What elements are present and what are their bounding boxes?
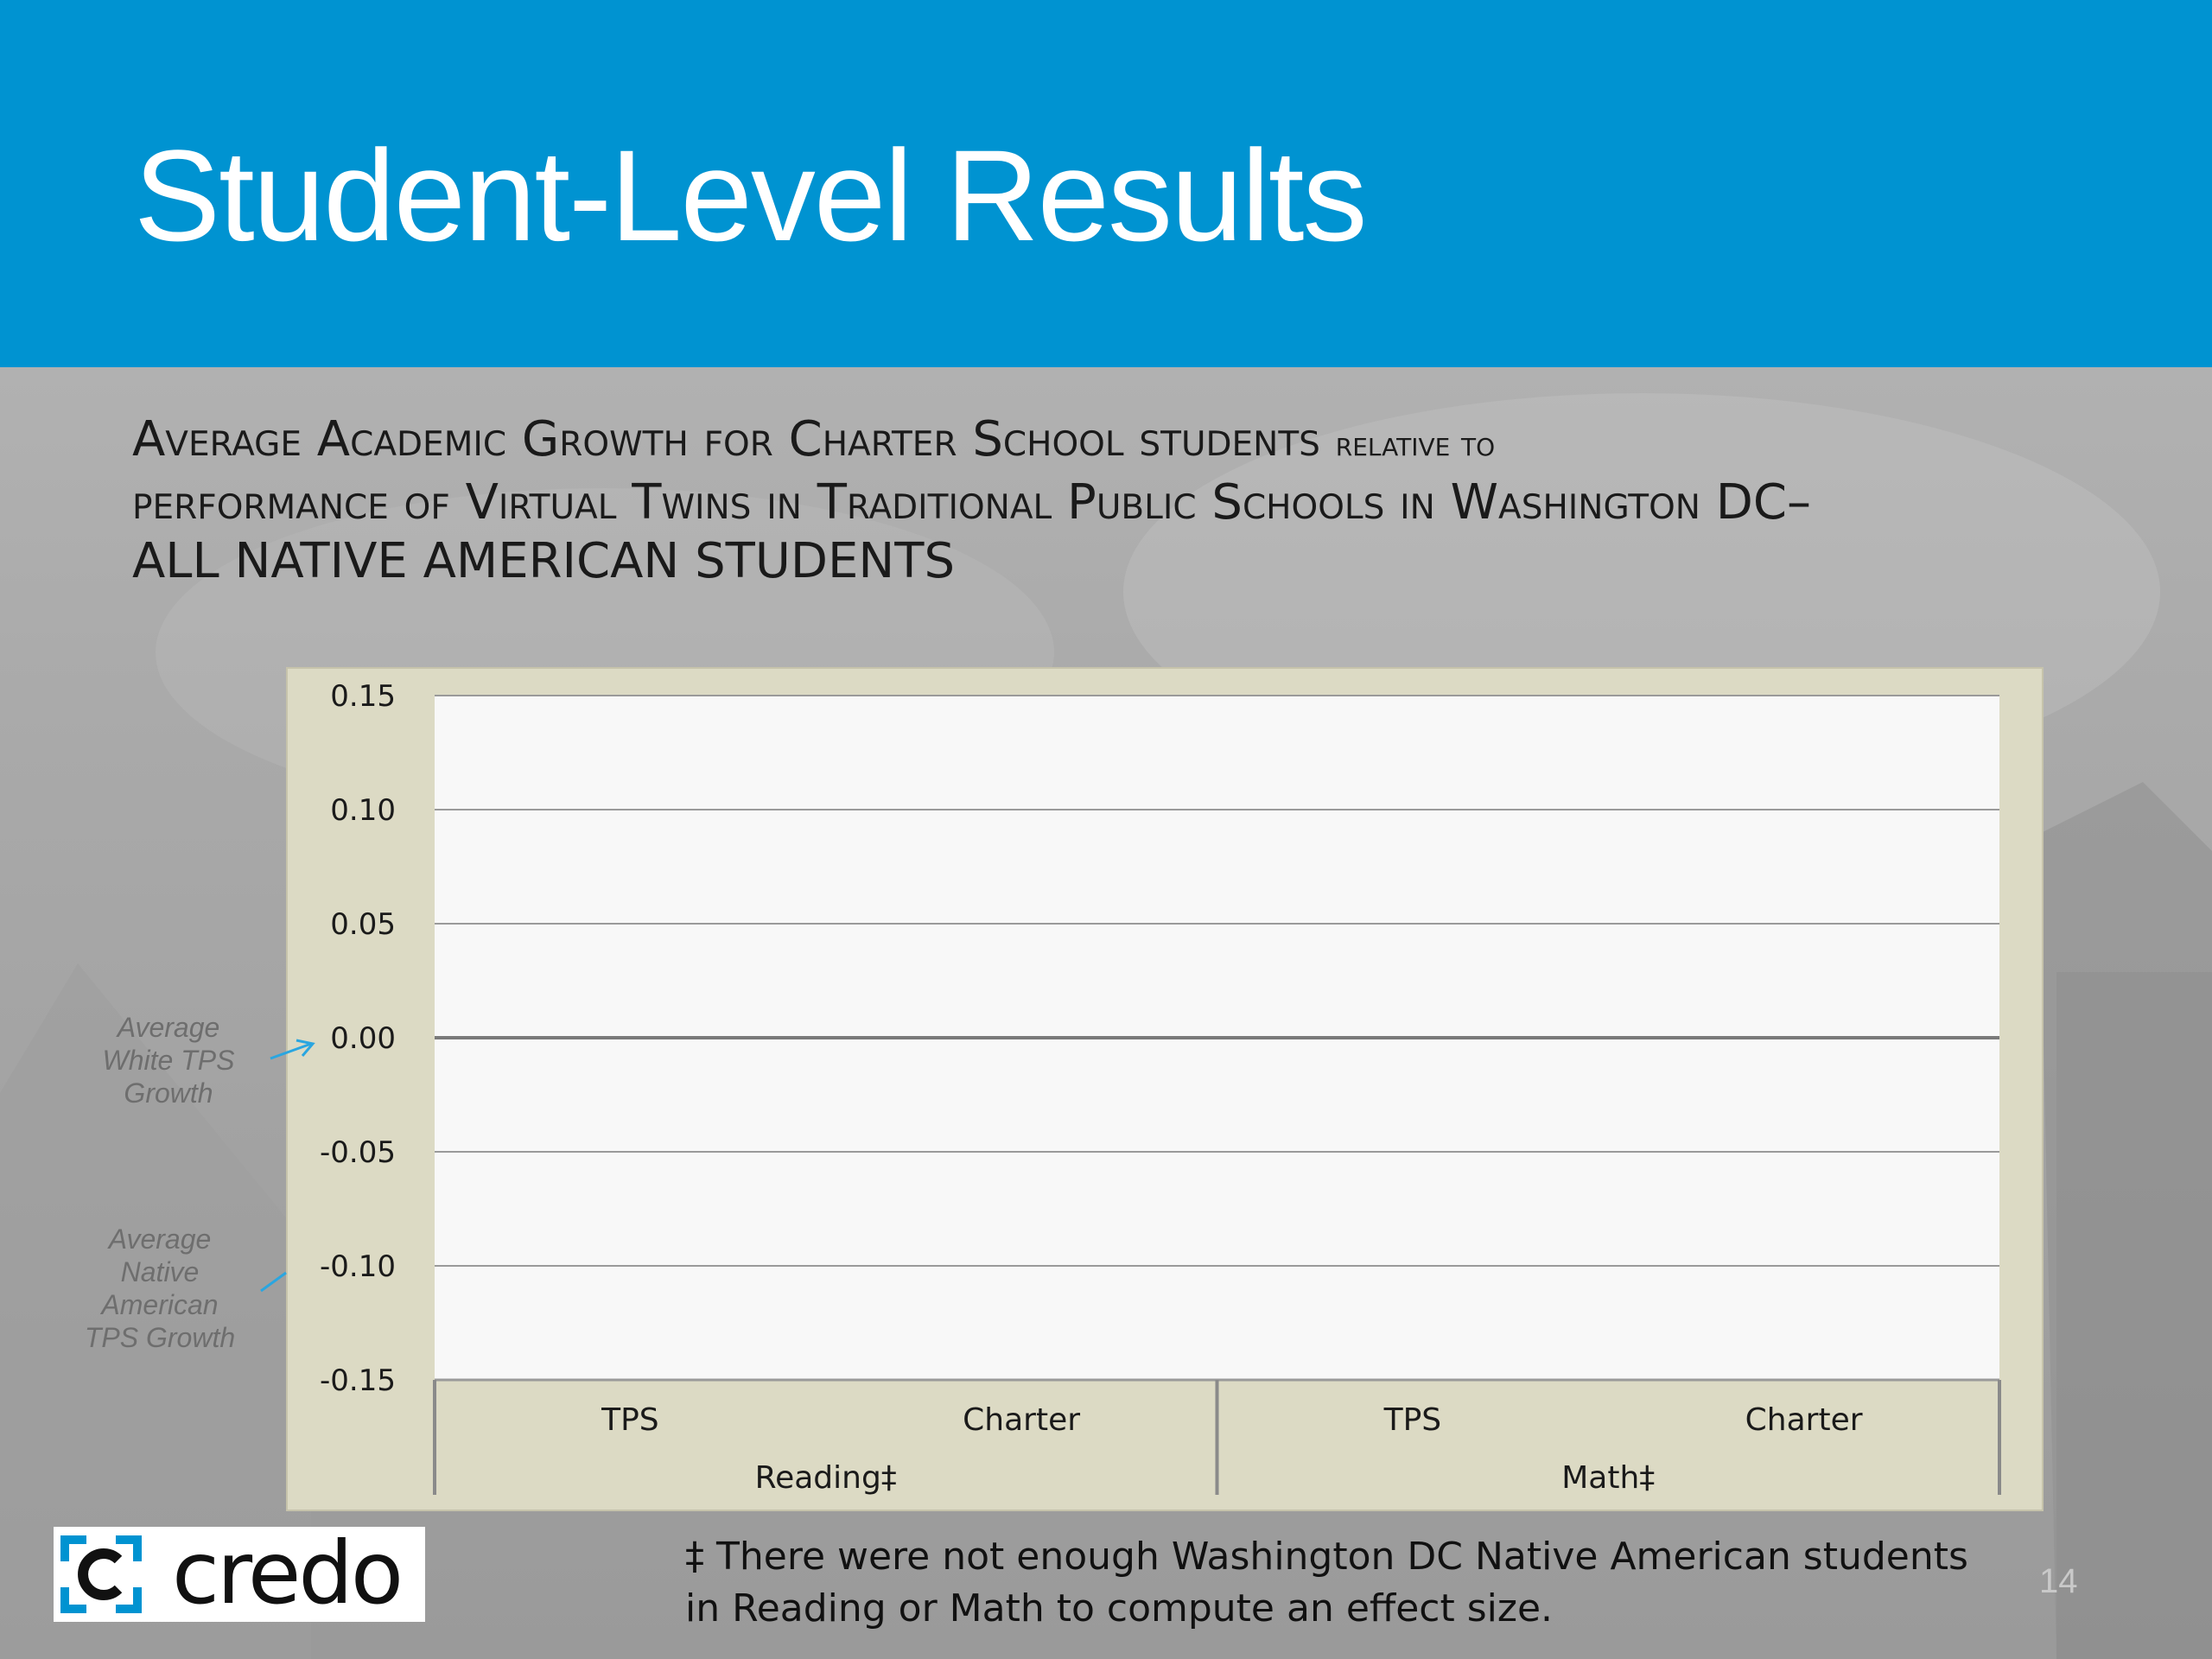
x-category-label: TPS: [1383, 1402, 1442, 1438]
slide-title: Student-Level Results: [134, 123, 1366, 268]
footnote: ‡ There were not enough Washington DC Native American students in Reading or Math to compute an effect size.: [685, 1535, 1968, 1630]
subtitle-line2: performance of Virtual Twins in Traditional Public Schools in Washington DC–: [132, 474, 1812, 531]
credo-logo: [54, 1522, 425, 1624]
x-category-label: Charter: [1745, 1402, 1863, 1438]
y-tick-label: 0.15: [330, 679, 396, 714]
y-tick-label: -0.10: [320, 1249, 396, 1284]
y-tick-label: 0.05: [330, 907, 396, 942]
subtitle-line1-small: relative to: [1335, 424, 1496, 464]
y-tick-label: 0.10: [330, 793, 396, 828]
credo-logo-word: credo: [172, 1522, 402, 1624]
annotation-native-tps-growth: Average Native American TPS Growth: [84, 1224, 236, 1353]
credo-logo-icon: [54, 1527, 149, 1622]
x-group-label: Math‡: [1561, 1460, 1656, 1496]
x-category-label: TPS: [601, 1402, 659, 1438]
x-category-label: Charter: [963, 1402, 1081, 1438]
y-tick-label: -0.15: [320, 1363, 396, 1398]
annotation-white-tps-growth: Average White TPS Growth: [102, 1012, 235, 1109]
native-growth-arrow: [261, 1273, 286, 1291]
subtitle-line3: ALL NATIVE AMERICAN STUDENTS: [132, 533, 955, 589]
y-tick-label: 0.00: [330, 1021, 396, 1056]
x-group-label: Reading‡: [754, 1460, 897, 1496]
page-number: 14: [2039, 1562, 2078, 1600]
subtitle-line1-main: Average Academic Growth for Charter School students: [132, 411, 1320, 467]
y-tick-label: -0.05: [320, 1135, 396, 1170]
